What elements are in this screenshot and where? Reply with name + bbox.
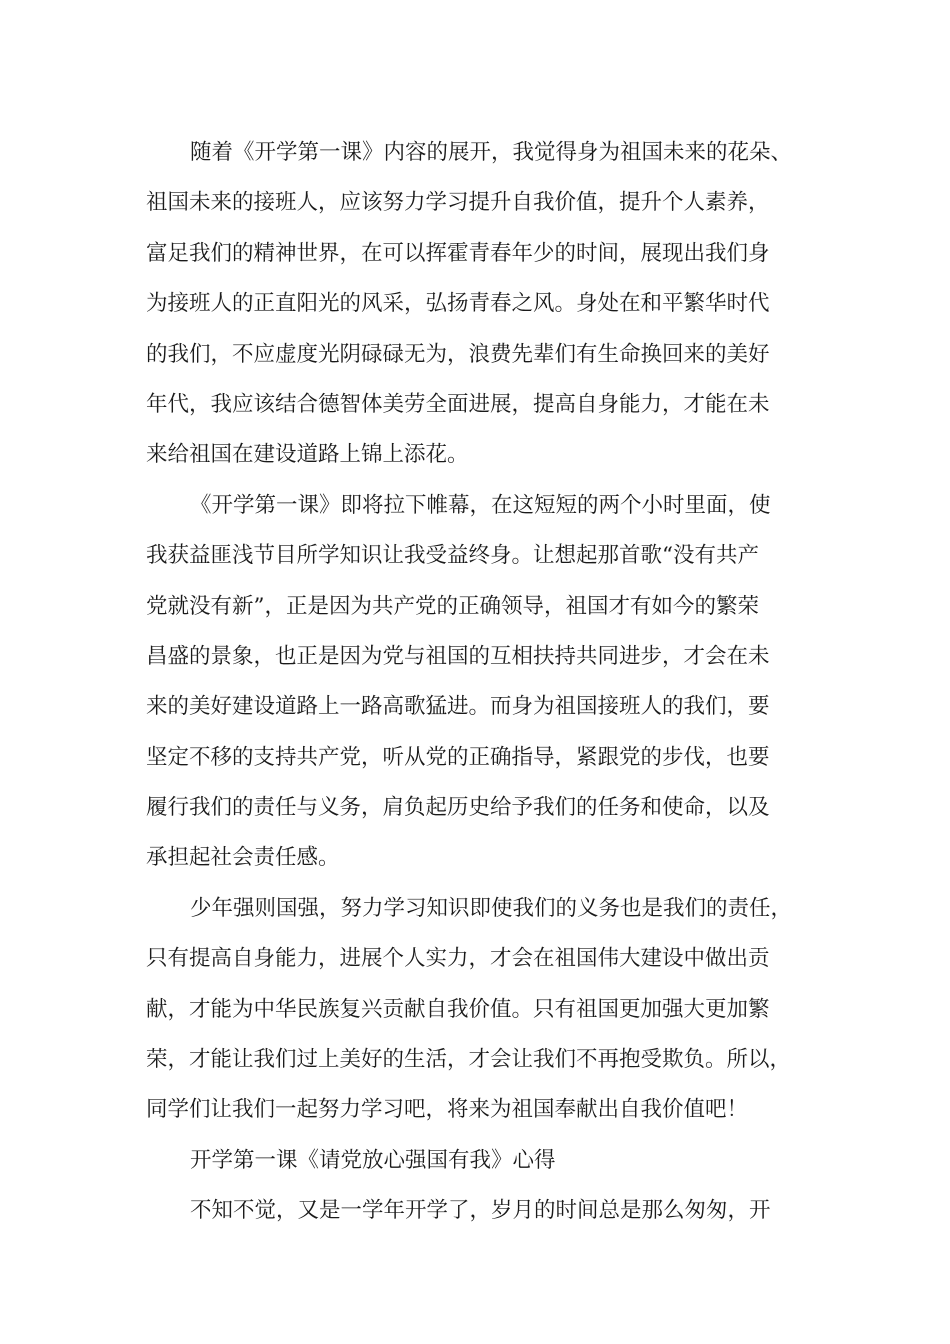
text-line: 年代，我应该结合德智体美劳全面进展，提高自身能力，才能在未 [146,391,770,417]
text-line: 坚定不移的支持共产党，听从党的正确指导，紧跟党的步伐，也要 [146,744,770,770]
text-line: 荣，才能让我们过上美好的生活，才会让我们不再抱受欺负。所以， [146,1047,792,1073]
text-line: 不知不觉，又是一学年开学了，岁月的时间总是那么匆匆，开 [190,1198,771,1224]
text-line: 的我们，不应虚度光阴碌碌无为，浪费先辈们有生命换回来的美好 [146,341,770,367]
text-line: 少年强则国强，努力学习知识即使我们的义务也是我们的责任， [190,895,793,921]
text-line: 随着《开学第一课》内容的展开，我觉得身为祖国未来的花朵、 [190,140,793,165]
text-line: 只有提高自身能力，进展个人实力，才会在祖国伟大建设中做出贡 [146,946,770,972]
text-line: 承担起社会责任感。 [146,845,340,871]
text-line: 来给祖国在建设道路上锦上添花。 [146,442,469,468]
text-line: 献，才能为中华民族复兴贡献自我价值。只有祖国更加强大更加繁 [146,996,770,1022]
text-line: 《开学第一课》即将拉下帷幕，在这短短的两个小时里面，使 [190,492,771,518]
text-line: 党就没有新”，正是因为共产党的正确领导，祖国才有如今的繁荣 [146,593,759,619]
text-line: 同学们让我们一起努力学习吧，将来为祖国奉献出自我价值吧！ [146,1097,749,1123]
document-body [146,128,836,1237]
text-line: 来的美好建设道路上一路高歌猛进。而身为祖国接班人的我们，要 [146,694,770,720]
text-line: 我获益匪浅节目所学知识让我受益终身。让想起那首歌“没有共产 [146,543,759,569]
text-line: 富足我们的精神世界，在可以挥霍青春年少的时间，展现出我们身 [146,240,770,266]
text-line: 履行我们的责任与义务，肩负起历史给予我们的任务和使命，以及 [146,795,770,821]
text-line: 祖国未来的接班人，应该努力学习提升自我价值，提升个人素养， [146,190,770,216]
text-line: 昌盛的景象，也正是因为党与祖国的互相扶持共同进步，才会在未 [146,643,770,669]
text-line: 为接班人的正直阳光的风采，弘扬青春之风。身处在和平繁华时代 [146,291,770,317]
text-line: 开学第一课《请党放心强国有我》心得 [190,1147,556,1173]
